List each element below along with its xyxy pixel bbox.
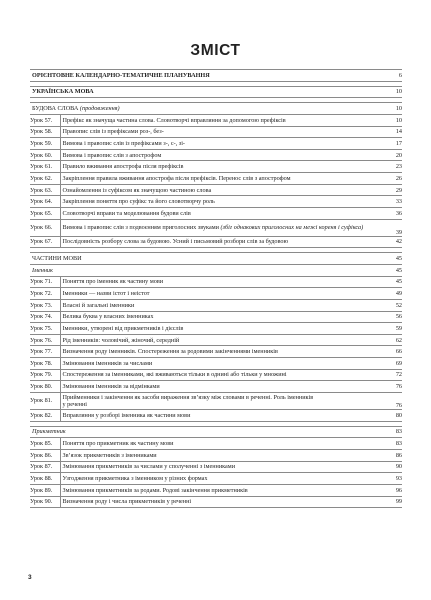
toc-page-number: 83 xyxy=(382,426,402,438)
toc-page-number: 80 xyxy=(382,410,402,422)
toc-page-number: 96 xyxy=(382,484,402,496)
lesson-title: Послідовність розбору слова за будовою. Усний і письмовий розбори слів за будовою xyxy=(60,236,382,248)
lesson-title: Ознайомлення із суфіксом як значущою частиною слова xyxy=(60,184,382,196)
lesson-title: Словотворчі вправи та моделювання будови слів xyxy=(60,208,382,220)
toc-lesson-row xyxy=(30,369,402,381)
lesson-title: Закріплення поняття про суфікс та його словотворчу роль xyxy=(60,196,382,208)
lesson-title xyxy=(60,393,382,410)
lesson-title: Змінювання прикметників за числами у сполученні з іменниками xyxy=(60,461,382,473)
lesson-number: Урок 75. xyxy=(30,323,60,335)
lesson-title: Вимова і правопис слів із префіксами з-, с-, зі- xyxy=(60,138,382,150)
lesson-title: Власні й загальні іменники xyxy=(60,299,382,311)
toc-lesson-row xyxy=(30,311,402,323)
lesson-title-note: (збіг однакових приголосних на межі кореня і суфікса) xyxy=(220,224,364,232)
lesson-title: Зв’язок прикметників з іменниками xyxy=(60,449,382,461)
toc-lesson-row xyxy=(30,438,402,450)
toc-lesson-row xyxy=(30,449,402,461)
toc-page-number: 93 xyxy=(382,473,402,485)
lesson-number: Урок 66. xyxy=(30,219,60,236)
toc-page-number: 90 xyxy=(382,461,402,473)
lesson-number: Урок 67. xyxy=(30,236,60,248)
toc-subsection-title: Прикметник xyxy=(30,426,382,438)
lesson-number: Урок 89. xyxy=(30,484,60,496)
lesson-number: Урок 88. xyxy=(30,473,60,485)
lesson-title: Префікс як значуща частина слова. Словотворчі вправляння за допомогою префіксів xyxy=(60,114,382,126)
toc-lesson-row xyxy=(30,276,402,288)
lesson-number: Урок 73. xyxy=(30,299,60,311)
table-of-contents xyxy=(30,69,402,508)
lesson-number: Урок 58. xyxy=(30,126,60,138)
toc-lesson-row xyxy=(30,496,402,508)
toc-page-number: 10 xyxy=(382,114,402,126)
toc-page-number: 52 xyxy=(382,299,402,311)
lesson-number: Урок 62. xyxy=(30,173,60,185)
toc-lesson-row xyxy=(30,393,402,410)
toc-page-number: 36 xyxy=(382,208,402,220)
lesson-number: Урок 79. xyxy=(30,369,60,381)
toc-lesson-row xyxy=(30,473,402,485)
lesson-title: Змінювання іменників за числами xyxy=(60,358,382,370)
toc-section-row xyxy=(30,70,402,82)
toc-lesson-row xyxy=(30,161,402,173)
lesson-title: Закріплення правила вживання апострофа після префіксів. Перенос слів з апострофом xyxy=(60,173,382,185)
lesson-title: Правопис слів із префіксами роз-, без- xyxy=(60,126,382,138)
toc-page-number: 29 xyxy=(382,184,402,196)
toc-topic-row xyxy=(30,103,402,115)
lesson-title-line: Прийменники і закінчення як засоби вираження зв’язку між словами в реченні. Роль іменників xyxy=(62,393,314,401)
lesson-title: Вимова і правопис слів з апострофом xyxy=(60,149,382,161)
toc-page-number: 76 xyxy=(382,393,402,410)
toc-page-number: 49 xyxy=(382,288,402,300)
lesson-title-line: у реченні xyxy=(62,401,88,409)
toc-lesson-row xyxy=(30,288,402,300)
toc-topic-title xyxy=(30,103,382,115)
lesson-number: Урок 72. xyxy=(30,288,60,300)
toc-lesson-row xyxy=(30,358,402,370)
lesson-number: Урок 78. xyxy=(30,358,60,370)
lesson-number: Урок 87. xyxy=(30,461,60,473)
toc-page-number: 86 xyxy=(382,449,402,461)
toc-page-number: 33 xyxy=(382,196,402,208)
lesson-title: Іменники, утворені від прикметників і дієслів xyxy=(60,323,382,335)
lesson-number: Урок 82. xyxy=(30,410,60,422)
toc-lesson-row xyxy=(30,381,402,393)
toc-subsection-title: Іменник xyxy=(30,264,382,276)
lesson-title: Поняття про іменник як частину мови xyxy=(60,276,382,288)
lesson-number: Урок 85. xyxy=(30,438,60,450)
toc-page-number: 56 xyxy=(382,311,402,323)
toc-page-number: 20 xyxy=(382,149,402,161)
lesson-title: Спостереження за іменниками, які вживаються тільки в однині або тільки у множині xyxy=(60,369,382,381)
toc-page-number: 23 xyxy=(382,161,402,173)
lesson-title: Правило вживання апострофа після префіксів xyxy=(60,161,382,173)
lesson-title: Вправляння у розборі іменника як частини мови xyxy=(60,410,382,422)
toc-lesson-row xyxy=(30,126,402,138)
toc-lesson-row xyxy=(30,461,402,473)
toc-page-number: 83 xyxy=(382,438,402,450)
toc-lesson-row xyxy=(30,208,402,220)
toc-lesson-row xyxy=(30,138,402,150)
toc-page-number: 99 xyxy=(382,496,402,508)
lesson-title: Велика буква у власних іменниках xyxy=(60,311,382,323)
toc-page-number: 6 xyxy=(382,70,402,82)
lesson-number: Урок 77. xyxy=(30,346,60,358)
topic-continuation: (продовження) xyxy=(79,105,120,113)
lesson-title: Іменники — назви істот і неістот xyxy=(60,288,382,300)
toc-page-number: 59 xyxy=(382,323,402,335)
toc-lesson-row xyxy=(30,149,402,161)
toc-lesson-row xyxy=(30,173,402,185)
lesson-number: Урок 65. xyxy=(30,208,60,220)
toc-section-title: ОРІЄНТОВНЕ КАЛЕНДАРНО-ТЕМАТИЧНЕ ПЛАНУВАННЯ xyxy=(30,70,382,82)
toc-page-number: 66 xyxy=(382,346,402,358)
lesson-title: Рід іменників: чоловічий, жіночий, середній xyxy=(60,334,382,346)
toc-page-number: 45 xyxy=(382,253,402,265)
toc-lesson-row xyxy=(30,196,402,208)
toc-page-number: 76 xyxy=(382,381,402,393)
lesson-number: Урок 74. xyxy=(30,311,60,323)
toc-lesson-row xyxy=(30,484,402,496)
toc-page-number: 39 xyxy=(382,219,402,236)
toc-page-number: 26 xyxy=(382,173,402,185)
lesson-title: Поняття про прикметник як частину мови xyxy=(60,438,382,450)
toc-topic-title: ЧАСТИНИ МОВИ xyxy=(30,253,382,265)
lesson-number: Урок 76. xyxy=(30,334,60,346)
lesson-number: Урок 60. xyxy=(30,149,60,161)
toc-subsection-row xyxy=(30,426,402,438)
lesson-number: Урок 81. xyxy=(30,393,60,410)
lesson-number: Урок 57. xyxy=(30,114,60,126)
lesson-number: Урок 61. xyxy=(30,161,60,173)
toc-page-number: 42 xyxy=(382,236,402,248)
lesson-number: Урок 64. xyxy=(30,196,60,208)
toc-lesson-row xyxy=(30,184,402,196)
page-number: 3 xyxy=(28,574,32,581)
lesson-title: Змінювання іменників за відмінками xyxy=(60,381,382,393)
toc-section-row xyxy=(30,86,402,98)
toc-lesson-row xyxy=(30,236,402,248)
lesson-title xyxy=(60,219,382,236)
toc-page-number: 10 xyxy=(382,103,402,115)
lesson-title: Визначення роду іменників. Спостереження за родовими закінченнями іменників xyxy=(60,346,382,358)
lesson-number: Урок 71. xyxy=(30,276,60,288)
toc-page-number: 45 xyxy=(382,264,402,276)
lesson-title-main: Вимова і правопис слів з подвоєнням приголосних звуками xyxy=(62,224,219,232)
toc-topic-row xyxy=(30,253,402,265)
lesson-number: Урок 59. xyxy=(30,138,60,150)
topic-name: БУДОВА СЛОВА xyxy=(32,105,79,113)
lesson-title: Узгодження прикметника з іменником у різних формах xyxy=(60,473,382,485)
toc-page-number: 14 xyxy=(382,126,402,138)
page-title: ЗМІСТ xyxy=(190,42,241,59)
toc-subsection-row xyxy=(30,264,402,276)
toc-lesson-row xyxy=(30,334,402,346)
lesson-title: Визначення роду і числа прикметників у реченні xyxy=(60,496,382,508)
lesson-number: Урок 80. xyxy=(30,381,60,393)
toc-lesson-row xyxy=(30,219,402,236)
toc-lesson-row xyxy=(30,323,402,335)
toc-page-number: 62 xyxy=(382,334,402,346)
toc-page-number: 45 xyxy=(382,276,402,288)
toc-page-number: 72 xyxy=(382,369,402,381)
toc-lesson-row xyxy=(30,410,402,422)
toc-lesson-row xyxy=(30,299,402,311)
lesson-number: Урок 63. xyxy=(30,184,60,196)
toc-lesson-row xyxy=(30,346,402,358)
toc-lesson-row xyxy=(30,114,402,126)
toc-page-number: 17 xyxy=(382,138,402,150)
lesson-title: Змінювання прикметників за родами. Родові закінчення прикметників xyxy=(60,484,382,496)
lesson-number: Урок 86. xyxy=(30,449,60,461)
toc-page-number: 69 xyxy=(382,358,402,370)
toc-page-number: 10 xyxy=(382,86,402,98)
toc-section-title: УКРАЇНСЬКА МОВА xyxy=(30,86,382,98)
lesson-number: Урок 90. xyxy=(30,496,60,508)
